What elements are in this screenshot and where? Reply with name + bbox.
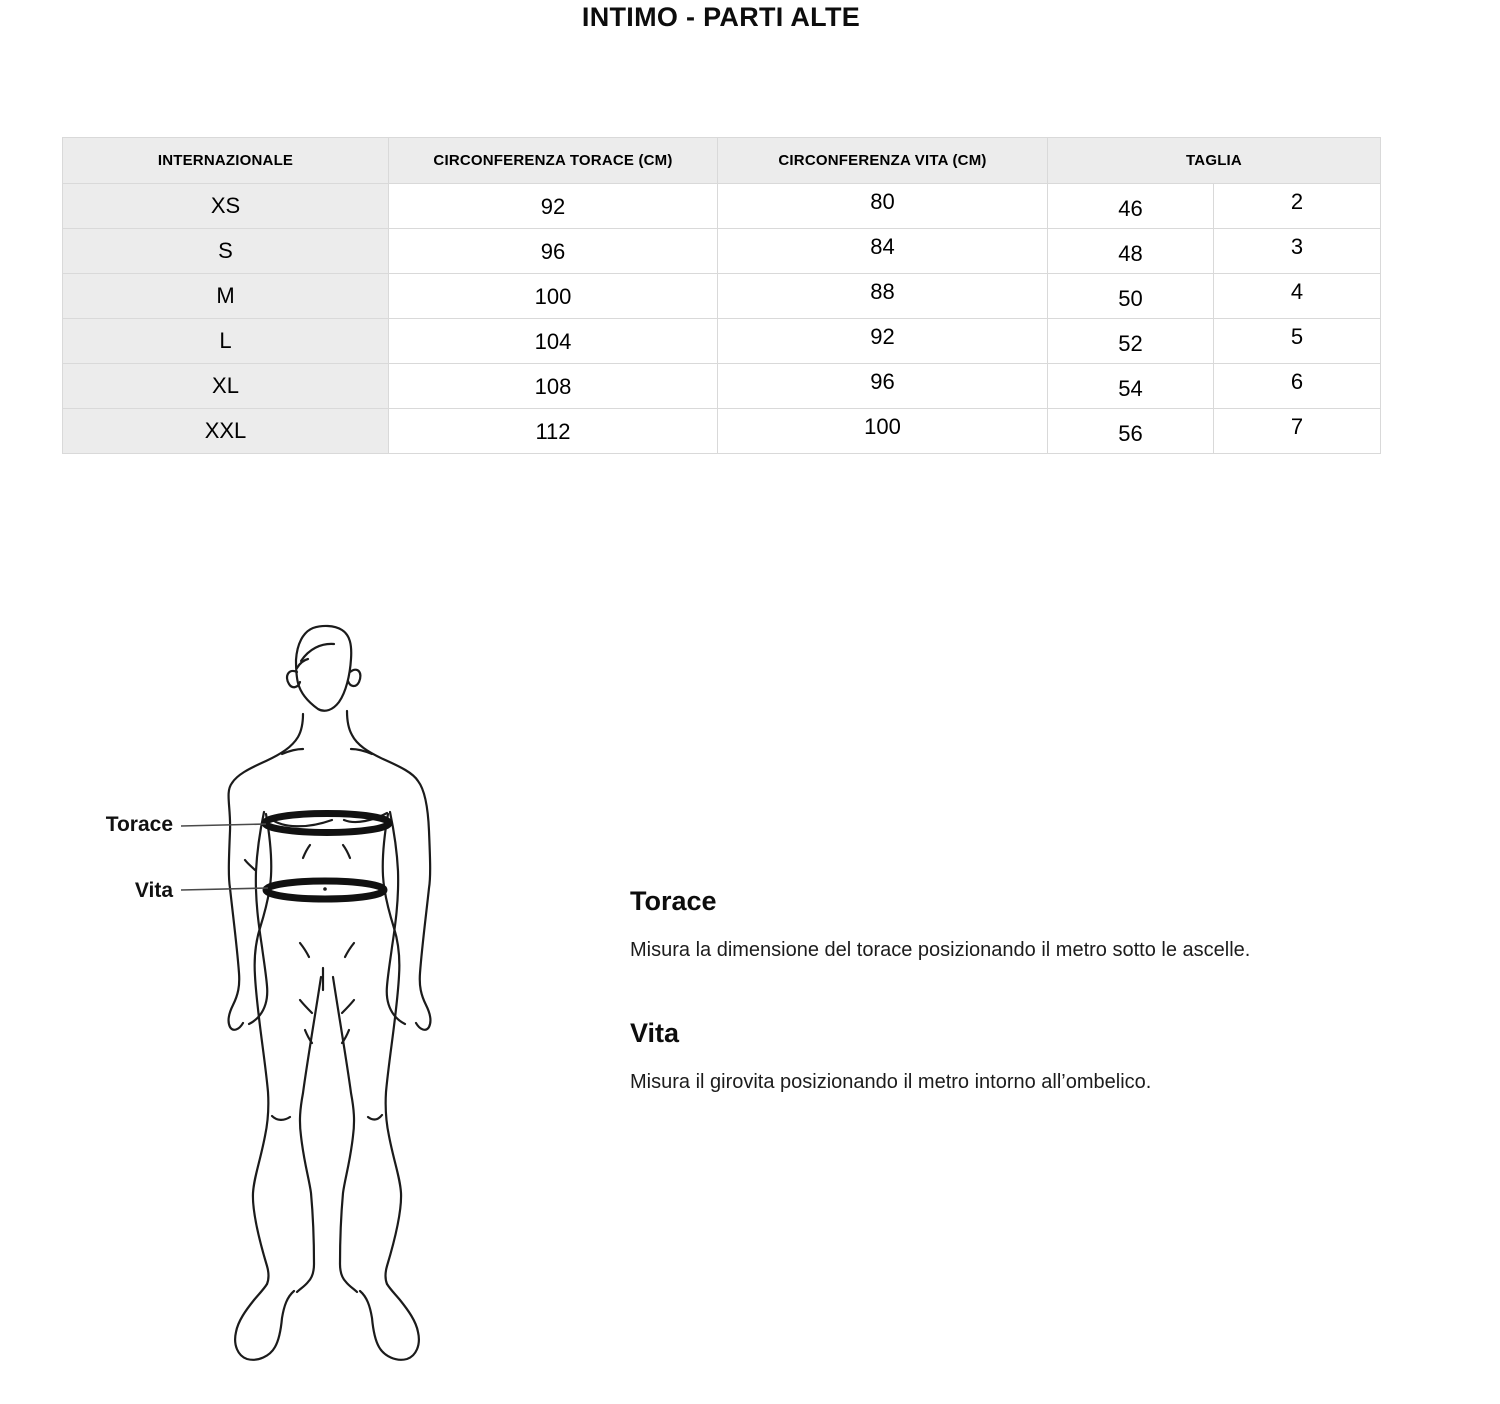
body-measurement-diagram	[85, 615, 475, 1375]
table-row	[63, 184, 1381, 229]
measuring-guide	[630, 886, 1390, 1094]
waist-diagram-label: Vita	[134, 879, 173, 902]
cell-chest: 96	[389, 229, 718, 274]
table-row	[63, 364, 1381, 409]
cell-chest: 108	[389, 364, 718, 409]
measurement-bands	[265, 814, 389, 900]
cell-international: XS	[63, 184, 389, 229]
cell-international: M	[63, 274, 389, 319]
cell-size-num: 7	[1214, 409, 1381, 454]
navel-dot	[323, 887, 327, 891]
cell-size-it: 54	[1048, 364, 1214, 409]
table-row	[63, 229, 1381, 274]
table-row	[63, 409, 1381, 454]
chest-diagram-label: Torace	[105, 813, 173, 836]
cell-waist: 80	[718, 184, 1048, 229]
cell-size-num: 3	[1214, 229, 1381, 274]
cell-chest: 112	[389, 409, 718, 454]
col-header-international: INTERNAZIONALE	[63, 138, 389, 184]
cell-waist: 92	[718, 319, 1048, 364]
col-header-waist: CIRCONFERENZA VITA (CM)	[718, 138, 1048, 184]
waist-leader-line	[181, 888, 268, 890]
cell-waist: 100	[718, 409, 1048, 454]
waist-guide-description: Misura il girovita posizionando il metro intorno all’ombelico.	[630, 1071, 1152, 1094]
cell-size-it: 52	[1048, 319, 1214, 364]
cell-size-num: 2	[1214, 184, 1381, 229]
hair-line	[301, 644, 334, 661]
table-header-row	[63, 138, 1381, 184]
waist-guide-title: Vita	[630, 1018, 680, 1049]
page-title: INTIMO - PARTI ALTE	[581, 2, 861, 32]
chest-leader-line	[181, 824, 266, 826]
chest-measure-band	[265, 814, 389, 833]
col-header-chest: CIRCONFERENZA TORACE (CM)	[389, 138, 718, 184]
cell-size-num: 5	[1214, 319, 1381, 364]
cell-size-it: 50	[1048, 274, 1214, 319]
cell-international: XL	[63, 364, 389, 409]
cell-international: S	[63, 229, 389, 274]
cell-waist: 88	[718, 274, 1048, 319]
cell-waist: 96	[718, 364, 1048, 409]
cell-size-it: 48	[1048, 229, 1214, 274]
cell-waist: 84	[718, 229, 1048, 274]
size-table	[62, 137, 1381, 454]
body-outline	[229, 626, 431, 1360]
chest-guide-title: Torace	[630, 886, 717, 916]
table-row	[63, 274, 1381, 319]
cell-chest: 100	[389, 274, 718, 319]
cell-international: L	[63, 319, 389, 364]
cell-chest: 92	[389, 184, 718, 229]
cell-size-it: 46	[1048, 184, 1214, 229]
cell-international: XXL	[63, 409, 389, 454]
right-ear	[348, 670, 360, 686]
chest-guide-description: Misura la dimensione del torace posizionando il metro sotto le ascelle.	[630, 939, 1251, 962]
cell-size-num: 4	[1214, 274, 1381, 319]
cell-size-num: 6	[1214, 364, 1381, 409]
col-header-size: TAGLIA	[1048, 138, 1381, 184]
cell-size-it: 56	[1048, 409, 1214, 454]
cell-chest: 104	[389, 319, 718, 364]
table-row	[63, 319, 1381, 364]
